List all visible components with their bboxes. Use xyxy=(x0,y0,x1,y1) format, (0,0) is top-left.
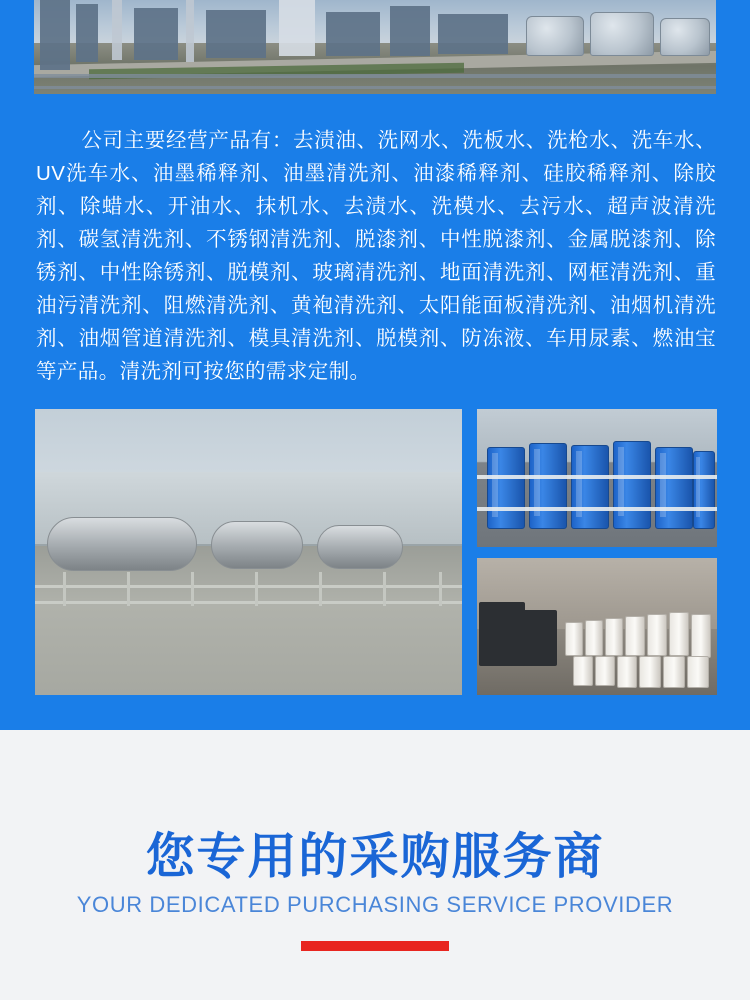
railing-post xyxy=(319,572,322,606)
pipeline xyxy=(34,74,716,78)
railing-post xyxy=(127,572,130,606)
hero-factory-photo xyxy=(34,0,716,94)
railing-post xyxy=(383,572,386,606)
white-drum xyxy=(647,614,667,656)
white-drum xyxy=(605,618,623,656)
plant-structure xyxy=(40,0,70,70)
railing-post xyxy=(63,572,66,606)
white-drum xyxy=(625,616,645,656)
blue-drum xyxy=(613,441,651,529)
accent-divider xyxy=(301,941,449,951)
shipping-strap xyxy=(477,507,717,511)
white-drum xyxy=(595,656,615,686)
white-drum xyxy=(663,656,685,688)
plant-structure xyxy=(390,6,430,56)
horizontal-tank xyxy=(211,521,303,569)
storage-tank xyxy=(660,18,710,56)
white-drum xyxy=(573,656,593,686)
slogan-chinese: 您专用的采购服务商 xyxy=(145,830,605,884)
slogan-english: YOUR DEDICATED PURCHASING SERVICE PROVIDER xyxy=(76,892,674,917)
blue-drum xyxy=(693,451,715,529)
railing-post xyxy=(191,572,194,606)
chimney-stack xyxy=(186,0,194,62)
white-drum xyxy=(585,620,603,656)
white-drum xyxy=(565,622,583,656)
blue-drums-photo xyxy=(477,409,717,547)
blue-drum xyxy=(571,445,609,529)
yard-railing xyxy=(35,601,462,604)
white-drum xyxy=(691,614,711,658)
white-drums-photo xyxy=(477,558,717,695)
storage-tank xyxy=(590,12,654,56)
blue-drum xyxy=(529,443,567,529)
black-wrapped-pallet xyxy=(479,602,525,666)
blue-drum xyxy=(655,447,693,529)
white-drum xyxy=(617,656,637,688)
shipping-strap xyxy=(477,475,717,479)
white-drum xyxy=(687,656,709,688)
plant-structure xyxy=(206,10,266,58)
pipeline xyxy=(34,86,716,89)
railing-post xyxy=(255,572,258,606)
blue-drum xyxy=(487,447,525,529)
slogan-section xyxy=(0,730,750,1000)
white-drum xyxy=(669,612,689,656)
plant-structure xyxy=(134,8,178,60)
yard-railing xyxy=(35,585,462,588)
horizontal-tank xyxy=(47,517,197,571)
horizontal-tank xyxy=(317,525,403,569)
storage-tank xyxy=(526,16,584,56)
factory-yard-photo xyxy=(35,409,462,695)
chimney-stack xyxy=(112,0,122,60)
cooling-tower xyxy=(279,0,315,56)
plant-structure xyxy=(438,14,508,54)
plant-structure xyxy=(326,12,380,56)
product-description-paragraph xyxy=(36,124,716,388)
white-drum xyxy=(639,656,661,688)
paragraph-text: 公司主要经营产品有：去渍油、洗网水、洗板水、洗枪水、洗车水、UV洗车水、油墨稀释剂、油墨清洗剂、油漆稀释剂、硅胶稀释剂、除胶剂、除蜡水、开油水、抹机水、去渍水、洗模水、去污水、超声波清洗剂、碳氢清洗剂、不锈钢清洗剂、脱漆剂、中性脱漆剂、金属脱漆剂、除锈剂、中性除锈剂、脱模剂、玻璃清洗剂、地面清洗剂、网框清洗剂、重油污清洗剂、阻燃清洗剂、黄袍清洗剂、太阳能面板清洗剂、油烟机清洗剂、油烟管道清洗剂、模具清洗剂、脱模剂、防冻液、车用尿素、燃油宝等产品。清洗剂可按您的需求定制。 xyxy=(36,129,716,383)
railing-post xyxy=(439,572,442,606)
plant-structure xyxy=(76,4,98,62)
